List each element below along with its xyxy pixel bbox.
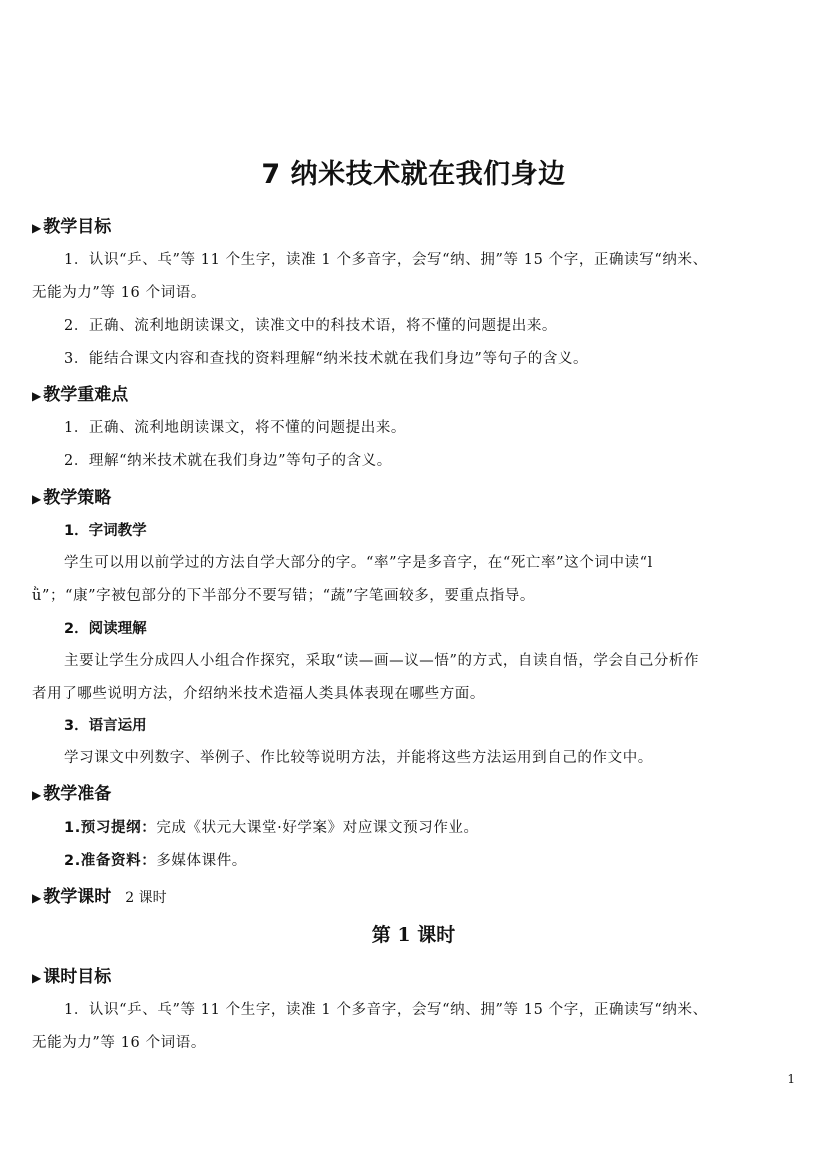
prep-item-2 bbox=[64, 849, 247, 870]
keypoint-1: 1．正确、流利地朗读课文，将不懂的问题提出来。 bbox=[64, 420, 407, 436]
strategy-3-line-1: 学习课文中列数字、举例子、作比较等说明方法，并能将这些方法运用到自己的作文中。 bbox=[64, 750, 653, 766]
heading-lesson-goals bbox=[32, 962, 111, 987]
strategy-2-line-1: 主要让学生分成四人小组合作探究，采取“读—画—议—悟”的方式，自读自悟，学会自己分析作 bbox=[64, 653, 700, 669]
strategy-2-line-2: 者用了哪些说明方法，介绍纳米技术造福人类具体表现在哪些方面。 bbox=[32, 686, 485, 702]
prep-item-2-label: 2.准备资料： bbox=[64, 853, 157, 869]
triangle-marker-icon: ▶ bbox=[32, 971, 42, 985]
goal-1-line-1: 1．认识“乒、乓”等 11 个生字，读准 1 个多音字，会写“纳、拥”等 15 个字，正确读写“纳米、 bbox=[64, 252, 708, 268]
triangle-marker-icon: ▶ bbox=[32, 221, 42, 235]
lesson-goal-line-2: 无能为力”等 16 个词语。 bbox=[32, 1035, 206, 1051]
prep-item-1 bbox=[64, 816, 479, 837]
triangle-marker-icon: ▶ bbox=[32, 788, 42, 802]
triangle-marker-icon: ▶ bbox=[32, 389, 42, 403]
keypoint-2: 2．理解“纳米技术就在我们身边”等句子的含义。 bbox=[64, 453, 392, 469]
prep-item-1-text: 完成《状元大课堂·好学案》对应课文预习作业。 bbox=[156, 820, 479, 836]
heading-goals-text: 教学目标 bbox=[43, 217, 112, 237]
triangle-marker-icon: ▶ bbox=[32, 891, 42, 905]
prep-item-2-text: 多媒体课件。 bbox=[156, 853, 247, 869]
goal-1-line-2: 无能为力”等 16 个词语。 bbox=[32, 285, 206, 301]
heading-prep-text: 教学准备 bbox=[43, 784, 112, 804]
prep-item-1-label: 1.预习提纲： bbox=[64, 820, 157, 836]
heading-strategy-text: 教学策略 bbox=[43, 488, 112, 508]
hours-value: 2 课时 bbox=[125, 890, 167, 906]
strategy-1-line-1: 学生可以用以前学过的方法自学大部分的字。“率”字是多音字，在“死亡率”这个词中读“l bbox=[64, 555, 653, 571]
triangle-marker-icon: ▶ bbox=[32, 492, 42, 506]
lesson-1-title: 第 1 课时 bbox=[371, 924, 456, 946]
heading-keypoints bbox=[32, 380, 128, 405]
goal-2: 2．正确、流利地朗读课文，读准文中的科技术语，将不懂的问题提出来。 bbox=[64, 318, 558, 334]
heading-hours bbox=[32, 882, 167, 907]
strategy-2-title: 2．阅读理解 bbox=[64, 621, 147, 637]
heading-strategy bbox=[32, 483, 111, 508]
heading-goals bbox=[32, 212, 111, 237]
goal-3: 3．能结合课文内容和查找的资料理解“纳米技术就在我们身边”等句子的含义。 bbox=[64, 351, 589, 367]
lesson-goal-line-1: 1．认识“乒、乓”等 11 个生字，读准 1 个多音字，会写“纳、拥”等 15 个字，正确读写“纳米、 bbox=[64, 1002, 708, 1018]
heading-lesson-goals-text: 课时目标 bbox=[43, 967, 112, 987]
heading-hours-text: 教学课时 bbox=[43, 887, 112, 907]
strategy-1-title: 1．字词教学 bbox=[64, 523, 147, 539]
page-title: 7 纳米技术就在我们身边 bbox=[261, 159, 566, 190]
heading-prep bbox=[32, 779, 111, 804]
strategy-1-line-2: ǜ”；“康”字被包部分的下半部分不要写错；“蔬”字笔画较多，要重点指导。 bbox=[32, 588, 535, 604]
strategy-3-title: 3．语言运用 bbox=[64, 718, 147, 734]
heading-keypoints-text: 教学重难点 bbox=[43, 385, 129, 405]
page-number: 1 bbox=[787, 1072, 795, 1086]
